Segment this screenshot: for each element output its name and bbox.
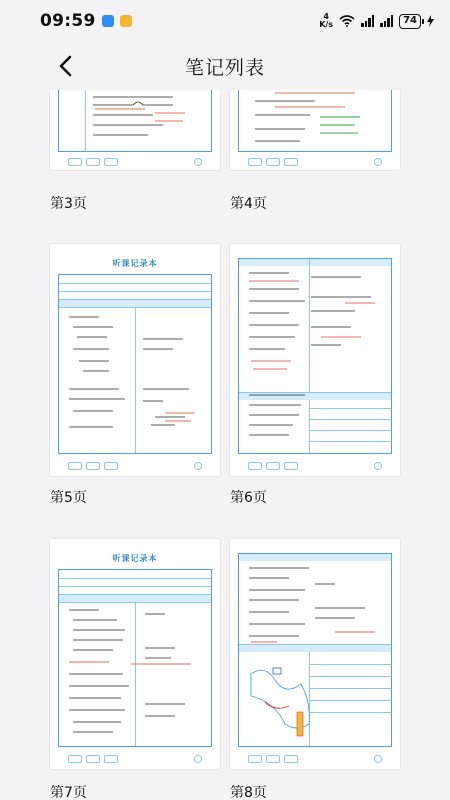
note-card-page-4[interactable] (230, 90, 400, 170)
handwriting-image (245, 90, 395, 151)
note-sheet-title: 听课记录本 (112, 259, 158, 268)
note-card-page-3[interactable] (50, 90, 220, 170)
note-sheet (58, 569, 212, 747)
handwriting-image (245, 562, 385, 752)
nav-bar (0, 42, 450, 90)
note-sheet (238, 90, 392, 152)
note-sheet (238, 258, 392, 454)
note-label-page-6: 第6页 (230, 490, 267, 506)
network-speed-unit: K/s (319, 20, 334, 29)
wifi-icon (339, 15, 355, 27)
note-sheet (58, 90, 212, 152)
handwriting-image (245, 267, 385, 457)
note-card-page-6[interactable] (230, 244, 400, 476)
note-sheet (58, 274, 212, 454)
note-card-page-5[interactable] (50, 244, 220, 476)
chevron-left-icon[interactable] (52, 52, 80, 80)
note-label-page-3: 第3页 (50, 196, 87, 212)
notes-grid (0, 90, 450, 800)
note-label-page-7: 第7页 (50, 785, 87, 800)
status-indicators (319, 13, 434, 29)
network-speed-value: 4 (323, 12, 329, 21)
page-title: 笔记列表 (184, 56, 265, 79)
signal-strength-icon (361, 15, 374, 27)
charging-icon (427, 15, 434, 27)
note-sheet (238, 553, 392, 747)
note-label-page-8: 第8页 (230, 785, 267, 800)
status-time: 09:59 (40, 11, 96, 31)
signal-strength-icon-2 (380, 15, 393, 27)
note-label-page-5: 第5页 (50, 490, 87, 506)
note-sheet-title: 听课记录本 (112, 554, 158, 563)
mail-app-icon (120, 15, 132, 27)
note-label-page-4: 第4页 (230, 196, 267, 212)
handwriting-image (65, 91, 215, 151)
battery-indicator: 74 (399, 14, 421, 29)
note-card-page-7[interactable] (50, 539, 220, 769)
note-card-page-8[interactable] (230, 539, 400, 769)
status-bar (0, 0, 450, 42)
chat-app-icon (102, 15, 114, 27)
handwriting-image (65, 604, 205, 744)
handwriting-image (65, 309, 205, 449)
network-speed (319, 13, 333, 29)
